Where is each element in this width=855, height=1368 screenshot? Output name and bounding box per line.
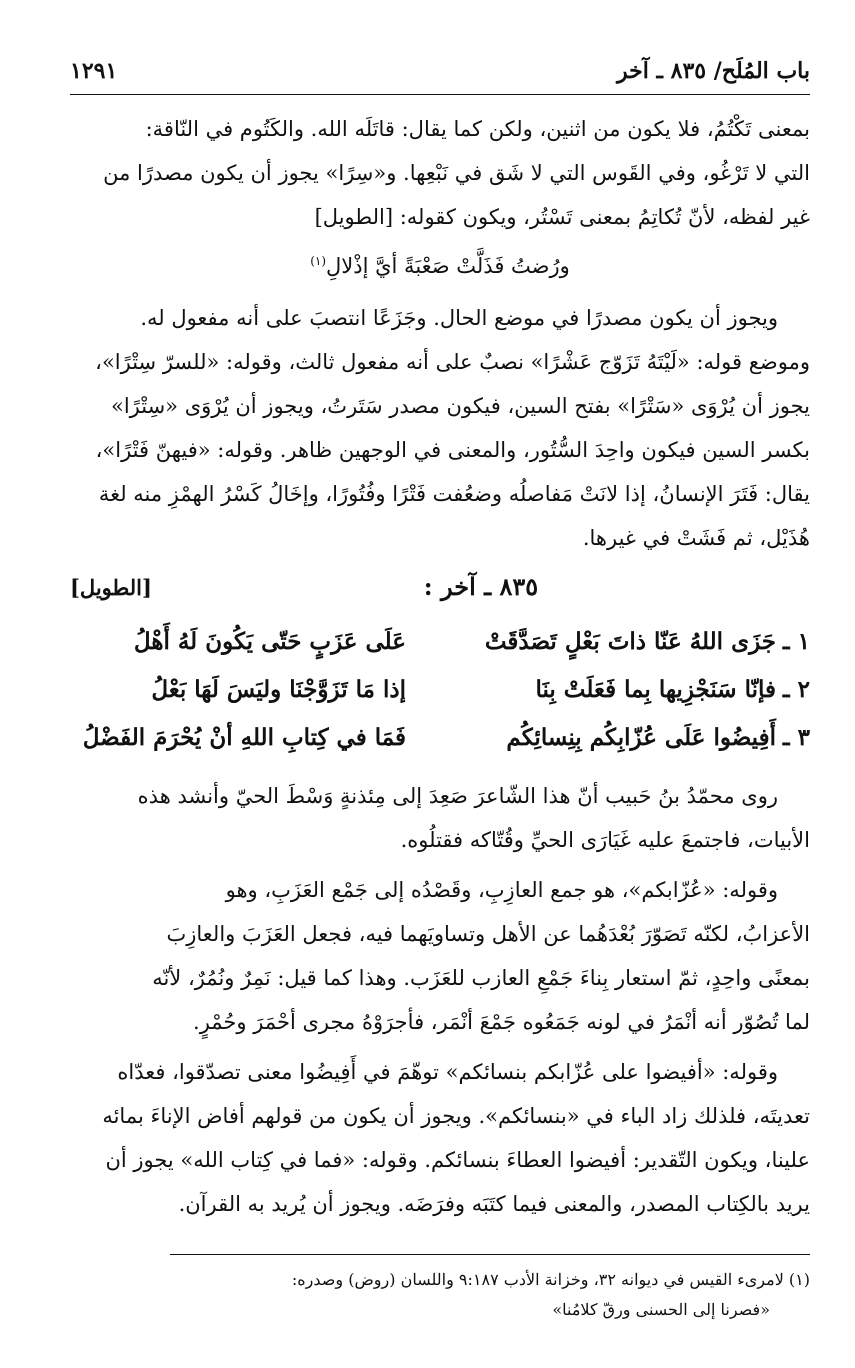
poem-line (70, 618, 810, 666)
text-line: لما تُصُوّر أنه أنْمَرُ في لونه جَمَعُوه جَمْعَ أنْمَر، فأجرَوْهُ مجرى أحْمَرَ وحُمْرٍ. (193, 1010, 810, 1034)
poem (70, 618, 810, 762)
text-line: التي لا تَرْغُو، وفي القَوس التي لا شَق في نَبْعِها. و«سِرًا» يجوز أن يكون مصدرًا من (103, 161, 810, 185)
text-line: ويجوز أن يكون مصدرًا في موضع الحال. وجَزَعًا انتصبَ على أنه مفعول له. (140, 306, 778, 330)
text-line: وموضع قوله: «لَيْتَهُ تَزَوّج عَشْرًا» نصبٌ على أنه مفعول ثالث، وقوله: «للسرّ سِتْرًا»، (95, 350, 810, 374)
page-number: ١٢٩١ (70, 58, 118, 84)
document-page (70, 58, 810, 1325)
paragraph-1 (70, 296, 810, 560)
verse-number: ٣ ـ (782, 724, 810, 751)
text-line: الأبيات، فاجتمعَ عليه غَيَارَى الحيِّ وقُتّاكه فقتلُوه. (400, 828, 810, 852)
paragraph-3 (70, 868, 810, 1044)
poem-line (70, 666, 810, 714)
footnote-quote: «فصرنا إلى الحسنى ورقّ كلامُنا» (552, 1300, 770, 1319)
text-line: وقوله: «عُزّابكم»، هو جمع العازِبِ، وقَصْدُه إلى جَمْع العَزَبِ، وهو (225, 878, 778, 902)
second-hemistich: إذا مَا تَزَوَّجْنَا وليَسَ لَهَا بَعْلُ (151, 676, 406, 703)
footnote-line: (١) لامرىء القيس في ديوانه ٣٢، وخزانة الأدب ٩:١٨٧ واللسان (روض) وصدره: (291, 1270, 810, 1289)
section-heading (70, 572, 810, 612)
text-line: وقوله: «أفيضوا على عُزّابكم بنسائكم» توهّمَ في أَفِيضُوا معنى تصدّقوا، فعدّاه (117, 1060, 778, 1084)
verse-number: ٢ ـ (782, 676, 810, 703)
first-hemistich: جَزَى اللهُ عَنّا ذاتَ بَعْلٍ تَصَدَّقَتْ (484, 628, 776, 655)
text-line: يريد بالكِتاب المصدر، والمعنى فيما كتَبَه وفرَضَه. ويجوز أن يُريد به القرآن. (178, 1192, 810, 1216)
text-line: روى محمّدُ بنُ حَبيب أنّ هذا الشّاعرَ صَعِدَ إلى مِئذنةٍ وَسْطَ الحيّ وأنشد هذه (137, 784, 778, 808)
text-line: تعديتَه، فلذلك زاد الباء في «بنسائكم». ويجوز أن يكون من قولهم أفاض الإناءَ بمائه (102, 1104, 810, 1128)
text-line: يقال: فَتَرَ الإنسانُ، إذا لانَتْ مَفاصلُه وضعُفت فَتْرًا وفُتُورًا، وإخَالُ كَسْرُ الهمْزِ منه لغة (98, 482, 810, 506)
text-line: بمعنًى واحِدٍ، ثمّ استعار بِناءَ جَمْعِ العازب للعَزَب. وهذا كما قيل: نَمِرٌ ونُمُرٌ، لأنّه (152, 966, 810, 990)
text-line: الأعزابُ، لكنّه تَصَوّرَ بُعْدَهُما عن الأهل وتساويَهما فيه، فجعل العَزَبَ والعازِبَ (166, 922, 810, 946)
second-hemistich: عَلَى عَزَبٍ حَتّى يَكُونَ لَهُ أَهْلُ (133, 628, 406, 655)
footnote-ref: (١) (310, 254, 327, 268)
header-rule (70, 94, 810, 95)
paragraph-4 (70, 1050, 810, 1226)
quoted-verse-text: ورُضتُ فَذَلَّتْ صَعْبَةً أيَّ إذْلالِ (326, 254, 570, 278)
text-line: هُذَيْل، ثم فَشَتْ في غيرها. (582, 526, 810, 550)
footnote (70, 1265, 810, 1325)
section-title: ٨٣٥ ـ آخر : (423, 572, 539, 601)
text-line: يجوز أن يُرْوَى «سَتْرًا» بفتح السين، فيكون مصدر سَتَرتُ، ويجوز أن يُرْوَى «سِتْرًا» (110, 394, 810, 418)
text-line: غير لفظه، لأنّ تُكاتِمُ بمعنى تَسْتُر، ويكون كقوله: [الطويل] (314, 205, 810, 229)
chapter-title: باب المُلَح/ ٨٣٥ ـ آخر (617, 58, 810, 84)
footnote-rule (170, 1254, 810, 1255)
verse-number: ١ ـ (782, 628, 810, 655)
first-hemistich: أَفِيضُوا عَلَى عُزّابِكُم بِنِسائِكُم (506, 724, 776, 751)
intro-paragraph (70, 107, 810, 239)
section-meter: [الطويل] (70, 575, 152, 600)
first-hemistich: فإنّا سَنَجْزِيها بِما فَعَلَتْ بِنَا (535, 676, 776, 703)
poem-line (70, 714, 810, 762)
text-line: بكسر السين فيكون واحِدَ السُّتُور، والمعنى في الوجهين ظاهر. وقوله: «فيهنّ فَتْرًا»، (95, 438, 810, 462)
second-hemistich: فَمَا في كِتابِ اللهِ أنْ يُحْرَمَ الفَضْلُ (82, 724, 406, 751)
paragraph-2 (70, 774, 810, 862)
text-line: علينا، ويكون التّقدير: أفيضوا العطاءَ بنسائكم. وقوله: «فما في كِتاب الله» يجوز أن (105, 1148, 810, 1172)
quoted-verse (70, 239, 810, 288)
page-header (70, 58, 810, 92)
text-line: بمعنى تَكْتُمُ، فلا يكون من اثنين، ولكن كما يقال: قاتَلَه الله. والكَتُوم في النّاقة: (145, 117, 810, 141)
